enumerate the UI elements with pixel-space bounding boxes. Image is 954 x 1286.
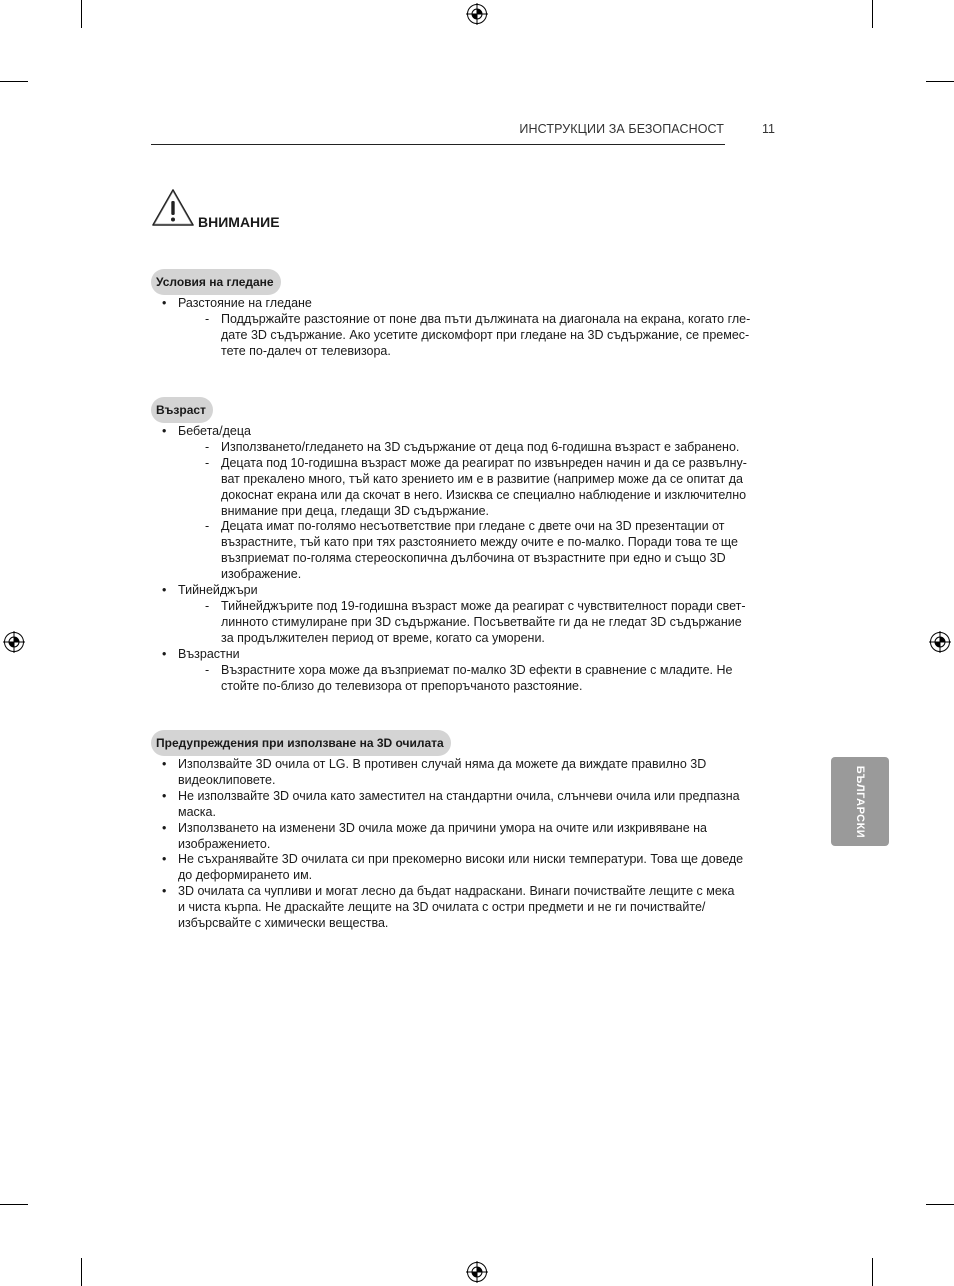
sub-list-item xyxy=(178,519,781,583)
crop-mark xyxy=(926,81,954,82)
warning-title: ВНИМАНИЕ xyxy=(198,214,280,230)
sub-list-item xyxy=(178,312,781,360)
sub-list-item-text: Децата под 10-годишна възраст може да реагират по извънреден начин и да се развълну- ват прекалено много, тъй като зрението им е в развитие (например може да се опитат да докоснат екрана или да скочат в него. Изисква се специално наблюдение и изключително внимание при деца, гледащи 3D съдържание. xyxy=(221,455,747,518)
list-item xyxy=(151,296,781,360)
list-item-text: Използвайте 3D очила от LG. В противен случай няма да можете да виждате правилно 3D видеоклиповете. xyxy=(178,757,707,787)
crop-mark xyxy=(81,1258,82,1286)
sub-list-item xyxy=(178,663,781,695)
list-item-text: Възрастни xyxy=(178,646,240,661)
sub-list-item xyxy=(178,599,781,647)
list-item xyxy=(151,852,781,884)
crop-mark xyxy=(0,1204,28,1205)
list-item xyxy=(151,424,781,583)
section-title: Възраст xyxy=(151,397,213,423)
section-list xyxy=(151,424,781,694)
list-item-text: Разстояние на гледане xyxy=(178,296,312,310)
crop-mark xyxy=(81,0,82,28)
list-item-text: Използването на изменени 3D очила може да причини умора на очите или изкривяване на изображението. xyxy=(178,820,707,851)
section-title: Условия на гледане xyxy=(151,269,281,295)
sub-list-item-text: Тийнейджърите под 19-годишна възраст може да реагират с чувствителност поради свет- линното стимулиране при 3D съдържание. Посъветвайте ги да не гледат 3D съдържание за продължителен период от време, когато са уморени. xyxy=(221,598,746,645)
list-item xyxy=(151,789,781,821)
list-item-text: 3D очилата са чупливи и могат лесно да бъдат надраскани. Винаги почиствайте лещите с мека и чиста кърпа. Не драскайте лещите на 3D очилата с остри предмети и не ги почиствайте/ избърсвайте с химически вещества. xyxy=(178,884,735,931)
crop-mark xyxy=(926,1204,954,1205)
registration-mark-icon xyxy=(466,1261,488,1283)
crop-mark xyxy=(0,81,28,82)
list-item-text: Не използвайте 3D очила като заместител на стандартни очила, слънчеви очила или предпазна маска. xyxy=(178,788,740,819)
section-list xyxy=(151,296,781,360)
registration-mark-icon xyxy=(466,3,488,25)
list-item xyxy=(151,821,781,853)
list-item xyxy=(151,583,781,647)
language-tab-label: БЪЛГАРСКИ xyxy=(854,765,866,838)
sub-list-item xyxy=(178,440,781,456)
header-divider xyxy=(151,144,725,145)
list-item-text: Тийнейджъри xyxy=(178,583,258,598)
warning-triangle-icon xyxy=(151,188,195,228)
crop-mark xyxy=(872,1258,873,1286)
registration-mark-icon xyxy=(3,631,25,653)
sub-list-item xyxy=(178,456,781,520)
list-item xyxy=(151,757,781,789)
section-title: Предупреждения при използване на 3D очилата xyxy=(151,730,451,756)
language-tab xyxy=(831,757,889,846)
sub-list-item-text: Децата имат по-голямо несъответствие при гледане с двете очи на 3D презентации от възрастните, тъй като при тях разстоянието между очите е по-малко. Поради това те ще възприемат по-голяма стереоскопична дълбочина от възрастните при едно и също 3D изображение. xyxy=(221,519,738,582)
sub-list-item-text: Използването/гледането на 3D съдържание от деца под 6-годишна възраст е забранено. xyxy=(221,439,740,454)
list-item xyxy=(151,647,781,695)
list-item-text: Не съхранявайте 3D очилата си при прекомерно високи или ниски температури. Това ще доведе до деформирането им. xyxy=(178,852,744,883)
list-item xyxy=(151,884,781,932)
list-item-text: Бебета/деца xyxy=(178,424,251,438)
header-title: ИНСТРУКЦИИ ЗА БЕЗОПАСНОСТ xyxy=(519,122,724,136)
crop-mark xyxy=(872,0,873,28)
section-list xyxy=(151,757,781,932)
page-number: 11 xyxy=(762,122,775,136)
sub-list-item-text: Поддържайте разстояние от поне два пъти дължината на диагонала на екрана, когато гле- дате 3D съдържание. Ако усетите дискомфорт при гледане на 3D съдържание, се премес- тете по-далеч от телевизора. xyxy=(221,311,751,358)
sub-list-item-text: Възрастните хора може да възприемат по-малко 3D ефекти в сравнение с младите. Не стойте по-близо до телевизора от препоръчаното разстояние. xyxy=(221,662,733,693)
registration-mark-icon xyxy=(929,631,951,653)
